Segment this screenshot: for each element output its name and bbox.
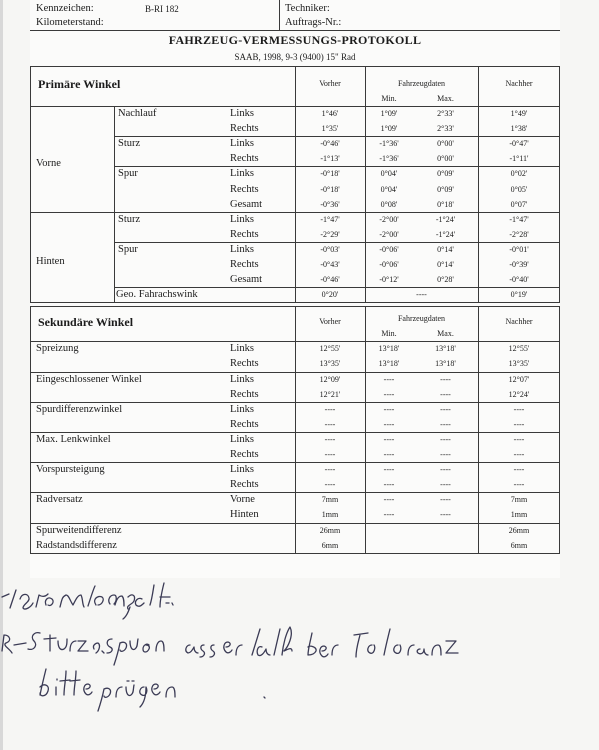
col-fahrzeugdaten: Fahrzeugdaten — [397, 79, 446, 88]
value-nachher: ---- — [513, 404, 525, 414]
value-min: ---- — [383, 374, 395, 384]
value-min: ---- — [383, 434, 395, 444]
fahrachs-rule — [114, 287, 560, 288]
value-min: ---- — [383, 480, 395, 490]
param-label: Radversatz — [36, 494, 83, 506]
value-min: 0°04' — [380, 169, 398, 179]
side-label: Links — [230, 373, 254, 385]
value-vorher: 1°35' — [321, 124, 339, 134]
value-vorher: 13°35' — [319, 359, 341, 369]
param-label: Max. Lenkwinkel — [36, 433, 111, 445]
fahrachs-vorher: 0°20' — [321, 290, 339, 300]
value-min: 1°09' — [380, 109, 398, 118]
param-label: Spurdifferenzwinkel — [36, 403, 123, 415]
side-label: Rechts — [230, 153, 259, 165]
value-vorher: 6mm — [321, 540, 339, 550]
value-min: -1°36' — [379, 139, 399, 149]
value-column-rule — [295, 306, 296, 552]
value-max: ---- — [440, 465, 451, 475]
value-vorher: 1mm — [321, 510, 339, 520]
note-line-1 — [2, 583, 173, 619]
value-nachher: -1°47' — [509, 214, 529, 224]
kennzeichen-label: Kennzeichen: — [36, 3, 94, 14]
group-column-rule — [114, 106, 115, 302]
value-max: -1°24' — [435, 229, 456, 239]
value-vorher: 12°09' — [319, 374, 341, 384]
value-min: 0°08' — [380, 199, 398, 209]
side-label: Hinten — [230, 509, 259, 521]
value-vorher: ---- — [324, 480, 336, 490]
kennzeichen-value: B-RI 182 — [145, 4, 179, 14]
value-nachher: 0°02' — [510, 169, 528, 179]
side-label: Rechts — [230, 259, 259, 270]
vehicle-info: SAAB, 1998, 9-3 (9400) 15" Rad — [234, 52, 356, 62]
value-min: 0°04' — [380, 184, 398, 194]
value-max: 2°33' — [437, 124, 454, 134]
value-min: ---- — [383, 450, 395, 459]
value-vorher: ---- — [324, 419, 336, 429]
value-nachher: -0°47' — [509, 139, 529, 149]
value-vorher: -0°18' — [320, 184, 340, 194]
protocol-sheet — [30, 0, 560, 578]
value-nachher: 6mm — [510, 540, 528, 550]
value-max: ---- — [440, 495, 451, 505]
value-vorher: ---- — [324, 404, 336, 414]
secondary-heading: Sekundäre Winkel — [38, 315, 134, 330]
page-title: FAHRZEUG-VERMESSUNGS-PROTOKOLL — [168, 33, 422, 47]
col-max: Max. — [437, 94, 454, 103]
left-rule — [30, 66, 31, 302]
header-rule — [30, 30, 560, 31]
side-label: Links — [230, 108, 254, 119]
value-nachher: 7mm — [510, 495, 528, 505]
group-hinten: Hinten — [36, 256, 65, 267]
side-label: Gesamt — [230, 274, 263, 286]
value-min: -1°36' — [379, 154, 399, 164]
col-min: Min. — [381, 94, 397, 103]
primary-bottom-rule — [30, 302, 560, 303]
note-line-2 — [2, 627, 458, 665]
value-max: -1°24' — [435, 214, 456, 224]
value-nachher: 12°24' — [508, 389, 530, 399]
value-max: 0°09' — [437, 184, 454, 194]
side-label: Vorne — [230, 494, 255, 506]
value-vorher: -2°29' — [320, 229, 340, 239]
param-rule — [114, 136, 560, 137]
value-vorher: -0°36' — [320, 199, 340, 209]
value-min: ---- — [383, 465, 395, 475]
side-label: Rechts — [230, 123, 259, 135]
param-label: Eingeschlossener Winkel — [36, 373, 142, 385]
side-label: Links — [230, 403, 254, 415]
value-vorher: -0°18' — [320, 169, 340, 179]
value-min: -0°06' — [379, 244, 399, 254]
value-nachher: 0°05' — [510, 184, 528, 194]
value-nachher: ---- — [513, 450, 525, 459]
side-label: Rechts — [230, 479, 259, 491]
side-label: Links — [230, 343, 254, 355]
value-vorher: 12°21' — [319, 389, 341, 399]
value-nachher: 12°07' — [508, 374, 530, 384]
value-vorher: 12°55' — [319, 344, 341, 354]
value-nachher: 0°07' — [510, 199, 528, 209]
sec-col-fahrzeugdaten: Fahrzeugdaten — [397, 314, 446, 324]
param-label: Spreizung — [36, 343, 79, 355]
value-max: 0°09' — [437, 169, 454, 179]
value-max: 0°14' — [437, 260, 454, 269]
value-nachher: -2°28' — [509, 229, 529, 239]
value-nachher: 1°38' — [510, 124, 528, 134]
side-label: Links — [230, 464, 254, 476]
table-bottom-rule — [30, 553, 560, 554]
value-min: -2°00' — [379, 229, 399, 239]
value-min: ---- — [383, 404, 395, 414]
right-rule — [559, 306, 560, 552]
param-label: Radstandsdifferenz — [36, 539, 117, 551]
side-label: Links — [230, 213, 254, 225]
value-vorher: 7mm — [321, 495, 339, 505]
value-vorher: -1°47' — [320, 214, 340, 224]
side-label: Rechts — [230, 388, 259, 400]
value-min: ---- — [383, 389, 395, 399]
side-label: Links — [230, 243, 254, 255]
value-vorher: -0°46' — [320, 139, 340, 149]
value-vorher: -0°03' — [320, 244, 340, 254]
value-max: 13°18' — [435, 359, 456, 369]
side-label: Gesamt — [230, 198, 263, 210]
value-min: -0°12' — [379, 275, 399, 285]
value-max: 0°00' — [437, 154, 454, 164]
value-nachher: ---- — [513, 465, 525, 475]
col-vorher: Vorher — [319, 79, 341, 88]
side-label: Rechts — [230, 228, 259, 240]
value-min: 13°18' — [378, 359, 400, 369]
value-min: ---- — [383, 419, 395, 429]
value-nachher: 1°49' — [510, 109, 528, 118]
value-max: 0°28' — [437, 275, 454, 285]
value-nachher: 13°35' — [508, 359, 530, 369]
fahrachs-nachher: 0°19' — [510, 290, 528, 300]
sec-col-nachher: Nachher — [505, 317, 533, 327]
value-min: ---- — [383, 495, 395, 505]
value-nachher: 12°55' — [508, 344, 530, 354]
value-max: 2°33' — [437, 109, 454, 118]
value-column-rule — [295, 66, 296, 302]
side-label: Rechts — [230, 418, 259, 430]
value-column-rule — [478, 306, 479, 552]
value-nachher: 26mm — [508, 525, 530, 535]
right-rule — [559, 66, 560, 302]
param-rule — [114, 166, 560, 167]
param-label: Spur — [118, 243, 138, 255]
value-max: ---- — [440, 389, 451, 399]
value-nachher: ---- — [513, 419, 525, 429]
value-column-rule — [478, 66, 479, 302]
value-column-rule — [365, 66, 366, 302]
value-vorher: ---- — [324, 465, 336, 475]
value-vorher: -0°43' — [320, 260, 340, 269]
value-nachher: -0°39' — [509, 260, 529, 269]
value-nachher: 1mm — [510, 510, 528, 520]
value-nachher: ---- — [513, 434, 525, 444]
note-line-3 — [40, 669, 265, 711]
side-label: Links — [230, 138, 254, 150]
value-nachher: -0°40' — [509, 275, 529, 285]
value-max: ---- — [440, 374, 451, 384]
value-nachher: ---- — [513, 480, 525, 490]
left-rule — [30, 306, 31, 552]
value-vorher: 26mm — [319, 525, 341, 535]
value-max: 0°14' — [437, 244, 454, 254]
side-label: Links — [230, 433, 254, 445]
side-label: Rechts — [230, 183, 259, 195]
value-min: -2°00' — [379, 214, 399, 224]
header-divider — [279, 0, 280, 30]
value-max: 13°18' — [435, 344, 456, 354]
value-max: ---- — [440, 510, 451, 520]
side-label: Rechts — [230, 358, 259, 370]
value-min: ---- — [383, 510, 395, 520]
handwritten-notes — [0, 575, 599, 750]
param-label: Nachlauf — [118, 108, 157, 119]
sec-col-vorher: Vorher — [319, 317, 341, 327]
side-label: Links — [230, 168, 254, 180]
value-max: 0°00' — [437, 139, 454, 149]
param-label: Sturz — [118, 138, 141, 150]
param-label: Spur — [118, 168, 138, 180]
value-vorher: ---- — [324, 450, 336, 459]
group-vorne: Vorne — [36, 157, 61, 169]
sec-col-min: Min. — [381, 329, 397, 339]
value-max: ---- — [440, 404, 451, 414]
param-label: Sturz — [118, 213, 141, 225]
param-label: Spurweitendifferenz — [36, 524, 122, 536]
primary-heading: Primäre Winkel — [38, 77, 121, 91]
value-nachher: -0°01' — [509, 244, 529, 254]
value-max: 0°18' — [437, 199, 454, 209]
value-max: ---- — [440, 419, 451, 429]
value-max: ---- — [440, 450, 451, 459]
col-nachher: Nachher — [505, 79, 533, 88]
value-min: 1°09' — [380, 124, 398, 134]
param-label: Vorspursteigung — [36, 464, 105, 476]
value-vorher: -0°46' — [320, 275, 340, 285]
value-column-rule — [365, 306, 366, 552]
value-vorher: -1°13' — [320, 154, 340, 164]
value-min: 13°18' — [378, 344, 400, 354]
side-label: Rechts — [230, 449, 259, 460]
techniker-label: Techniker: — [285, 3, 330, 14]
sec-col-max: Max. — [437, 329, 454, 339]
value-max: ---- — [440, 434, 451, 444]
value-max: ---- — [440, 480, 451, 490]
param-rule — [114, 242, 560, 243]
auftrag-label: Auftrags-Nr.: — [285, 17, 342, 28]
value-vorher: 1°46' — [321, 109, 339, 118]
fahrachs-mid: ---- — [416, 290, 427, 300]
value-nachher: -1°11' — [509, 154, 529, 164]
value-min: -0°06' — [379, 260, 399, 269]
fahrachs-label: Geo. Fahrachswink — [116, 289, 198, 301]
value-vorher: ---- — [324, 434, 336, 444]
kilometer-label: Kilometerstand: — [36, 17, 104, 28]
